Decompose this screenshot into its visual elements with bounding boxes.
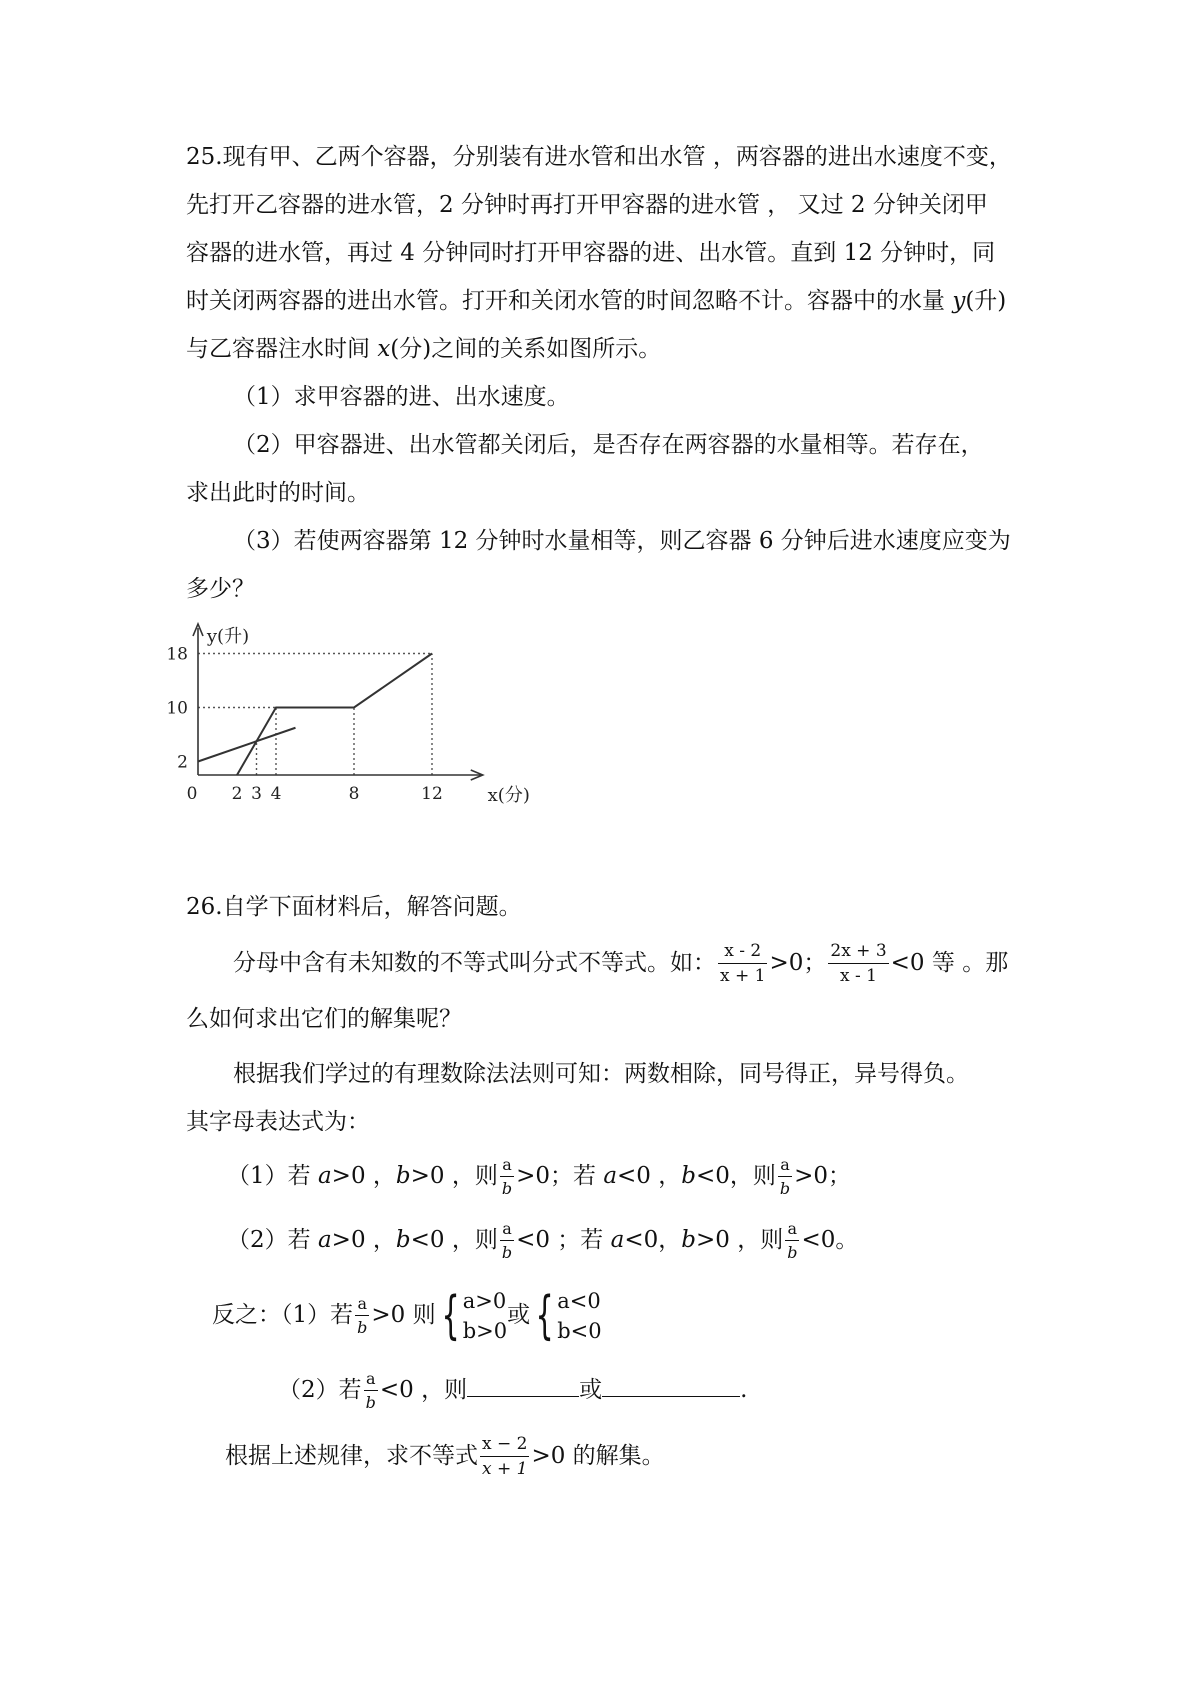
example-fraction-1-denominator: x + 1: [720, 966, 766, 986]
system-1-top: a>0: [462, 1289, 507, 1313]
example-fraction-2-numerator: 2x + 3: [828, 943, 888, 964]
fraction-denominator: b: [501, 1243, 513, 1262]
y-tick-label-18: 18: [166, 644, 188, 665]
y-axis-label: y(升): [206, 626, 250, 647]
example-fraction-1: [718, 943, 767, 985]
var-b: b: [681, 1227, 696, 1253]
q26-case-2: [227, 1212, 1067, 1268]
y-tick-label-10: 10: [166, 698, 188, 719]
origin-label: 0: [186, 784, 198, 804]
x-tick-label-4: 4: [270, 784, 282, 804]
x-axis-label: x(分): [487, 785, 530, 806]
system-1-bottom: b>0: [462, 1319, 508, 1343]
q25-line-4-text: 时关闭两容器的进出水管。打开和关闭水管的时间忽略不计。容器中的水量: [186, 288, 953, 314]
fraction-denominator: b: [501, 1179, 513, 1198]
q26-intro-line-2: 么如何求出它们的解集呢？: [186, 1006, 462, 1032]
chart-series: [198, 654, 432, 776]
var-b: b: [395, 1227, 411, 1253]
case-2-result: <0 ；若: [516, 1227, 611, 1253]
q25-line-5-end: (分)之间的关系如图所示。: [390, 336, 662, 362]
x-tick-label-8: 8: [348, 784, 360, 804]
chart-axes: [193, 624, 483, 780]
x-tick-label-2: 2: [231, 784, 243, 804]
fraction-numerator: a: [785, 1221, 799, 1241]
fraction-a-over-b: [785, 1221, 799, 1261]
final-text: 根据上述规律，求不等式: [225, 1443, 478, 1469]
q25-line-1: 25.现有甲、乙两个容器，分别装有进水管和出水管 ，两容器的进出水速度不变，: [186, 144, 1012, 170]
case-2-result-2: <0。: [801, 1227, 859, 1253]
var-a: a: [317, 1163, 332, 1189]
final-fraction-denominator: x + 1: [482, 1459, 528, 1479]
q25-line-3: 容器的进水管，再过 4 分钟同时打开甲容器的进、出水管。直到 12 分钟时，同: [186, 240, 996, 266]
series-line-0: [237, 654, 432, 776]
x-tick-label-3: 3: [251, 784, 262, 804]
fraction-numerator: a: [500, 1157, 514, 1177]
var-x: x: [377, 336, 391, 362]
left-brace-icon: {: [535, 1286, 554, 1346]
case-1-result-2: >0；: [794, 1163, 852, 1189]
x-tick-label-12: 12: [421, 784, 443, 804]
example-fraction-1-numerator: x - 2: [718, 943, 767, 964]
fraction-numerator: a: [500, 1221, 514, 1241]
q26-rule-line-2: 其字母表达式为：: [186, 1109, 370, 1135]
chart-guides: [198, 654, 432, 776]
var-a: a: [603, 1163, 618, 1189]
q26-rule-line-1: 根据我们学过的有理数除法法则可知：两数相除，同号得正，异号得负。: [233, 1061, 969, 1087]
fraction-denominator: b: [779, 1179, 791, 1198]
var-a: a: [317, 1227, 332, 1253]
fraction-a-over-b: [355, 1296, 369, 1336]
q26-converse-2: [278, 1362, 1118, 1418]
case-1-cond-a2: <0 ，: [617, 1163, 682, 1189]
converse-2-then: <0 ，则: [379, 1377, 468, 1403]
fraction-numerator: a: [364, 1371, 378, 1391]
final-fraction-numerator: x − 2: [480, 1436, 529, 1457]
final-fraction: [480, 1436, 529, 1478]
case-1-cond-b2: <0，则: [695, 1163, 776, 1189]
q25-line-5-text: 与乙容器注水时间: [186, 336, 378, 362]
water-volume-chart: [160, 620, 550, 880]
q26-intro-text: 分母中含有未知数的不等式叫分式不等式。如：: [233, 950, 716, 976]
q25-line-5: [186, 330, 1026, 368]
case-2-label: （2）若: [227, 1227, 318, 1253]
system-2-bottom: b<0: [557, 1319, 602, 1343]
case-2-cond-b2: >0 ，则: [695, 1227, 784, 1253]
case-1-cond-a: >0 ，: [331, 1163, 396, 1189]
case-2-cond-a2: <0，: [624, 1227, 682, 1253]
fraction-a-over-b: [500, 1221, 514, 1261]
q25-line-2: 先打开乙容器的进水管，2 分钟时再打开甲容器的进水管 ， 又过 2 分钟关闭甲: [186, 192, 988, 218]
q25-sub-3-line-1: （3）若使两容器第 12 分钟时水量相等，则乙容器 6 分钟后进水速度应变为: [233, 528, 1011, 554]
q26-title: 26.自学下面材料后，解答问题。: [186, 894, 522, 920]
converse-2-end: .: [740, 1377, 748, 1403]
fraction-a-over-b: [778, 1157, 792, 1197]
left-brace-icon: {: [441, 1286, 460, 1346]
system-2: [557, 1286, 601, 1346]
system-1: [463, 1286, 507, 1346]
example-fraction-2-relation: <0 等: [890, 950, 963, 976]
example-fraction-2: [828, 943, 888, 985]
q25-sub-2-line-2: 求出此时的时间。: [186, 480, 370, 506]
answer-blank-1[interactable]: [467, 1370, 579, 1397]
converse-2-label: （2）若: [278, 1377, 362, 1403]
converse-1-or: 或: [507, 1302, 531, 1328]
fraction-a-over-b: [364, 1371, 378, 1411]
case-1-cond-b: >0 ，则: [410, 1163, 498, 1189]
q26-intro: [233, 935, 1073, 991]
unit-liter: (升): [965, 288, 1007, 314]
q25-sub-3-line-2: 多少？: [186, 576, 255, 602]
var-y: y: [952, 288, 966, 314]
var-a: a: [610, 1227, 625, 1253]
case-2-cond-a: >0 ，: [331, 1227, 396, 1253]
q25-line-4: [186, 282, 1026, 320]
q25-sub-1: （1）求甲容器的进、出水速度。: [233, 384, 570, 410]
case-2-cond-b: <0 ，则: [410, 1227, 498, 1253]
fraction-a-over-b: [500, 1157, 514, 1197]
fraction-denominator: b: [365, 1393, 376, 1412]
q26-intro-end: 。那: [962, 950, 1009, 976]
final-relation: >0 的解集。: [531, 1443, 665, 1469]
fraction-denominator: b: [787, 1243, 798, 1262]
converse-1-label: 反之：（1）若: [212, 1302, 354, 1328]
fraction-numerator: a: [778, 1157, 792, 1177]
converse-1-then: >0 则: [371, 1302, 436, 1328]
fraction-numerator: a: [355, 1296, 369, 1316]
var-b: b: [681, 1163, 696, 1189]
case-1-result: >0；若: [516, 1163, 604, 1189]
example-fraction-1-relation: >0；: [769, 950, 827, 976]
y-tick-label-2: 2: [177, 752, 188, 773]
answer-blank-2[interactable]: [602, 1370, 740, 1397]
example-fraction-2-denominator: x - 1: [840, 966, 877, 986]
case-1-label: （1）若: [227, 1163, 318, 1189]
converse-2-or: 或: [579, 1377, 603, 1403]
q26-case-1: [227, 1148, 1067, 1204]
var-b: b: [395, 1163, 411, 1189]
q26-final: [225, 1428, 1065, 1484]
q25-sub-2-line-1: （2）甲容器进、出水管都关闭后，是否存在两容器的水量相等。若存在，: [233, 432, 984, 458]
q26-converse-1: [212, 1283, 1052, 1347]
system-2-top: a<0: [557, 1289, 601, 1313]
fraction-denominator: b: [357, 1318, 368, 1337]
